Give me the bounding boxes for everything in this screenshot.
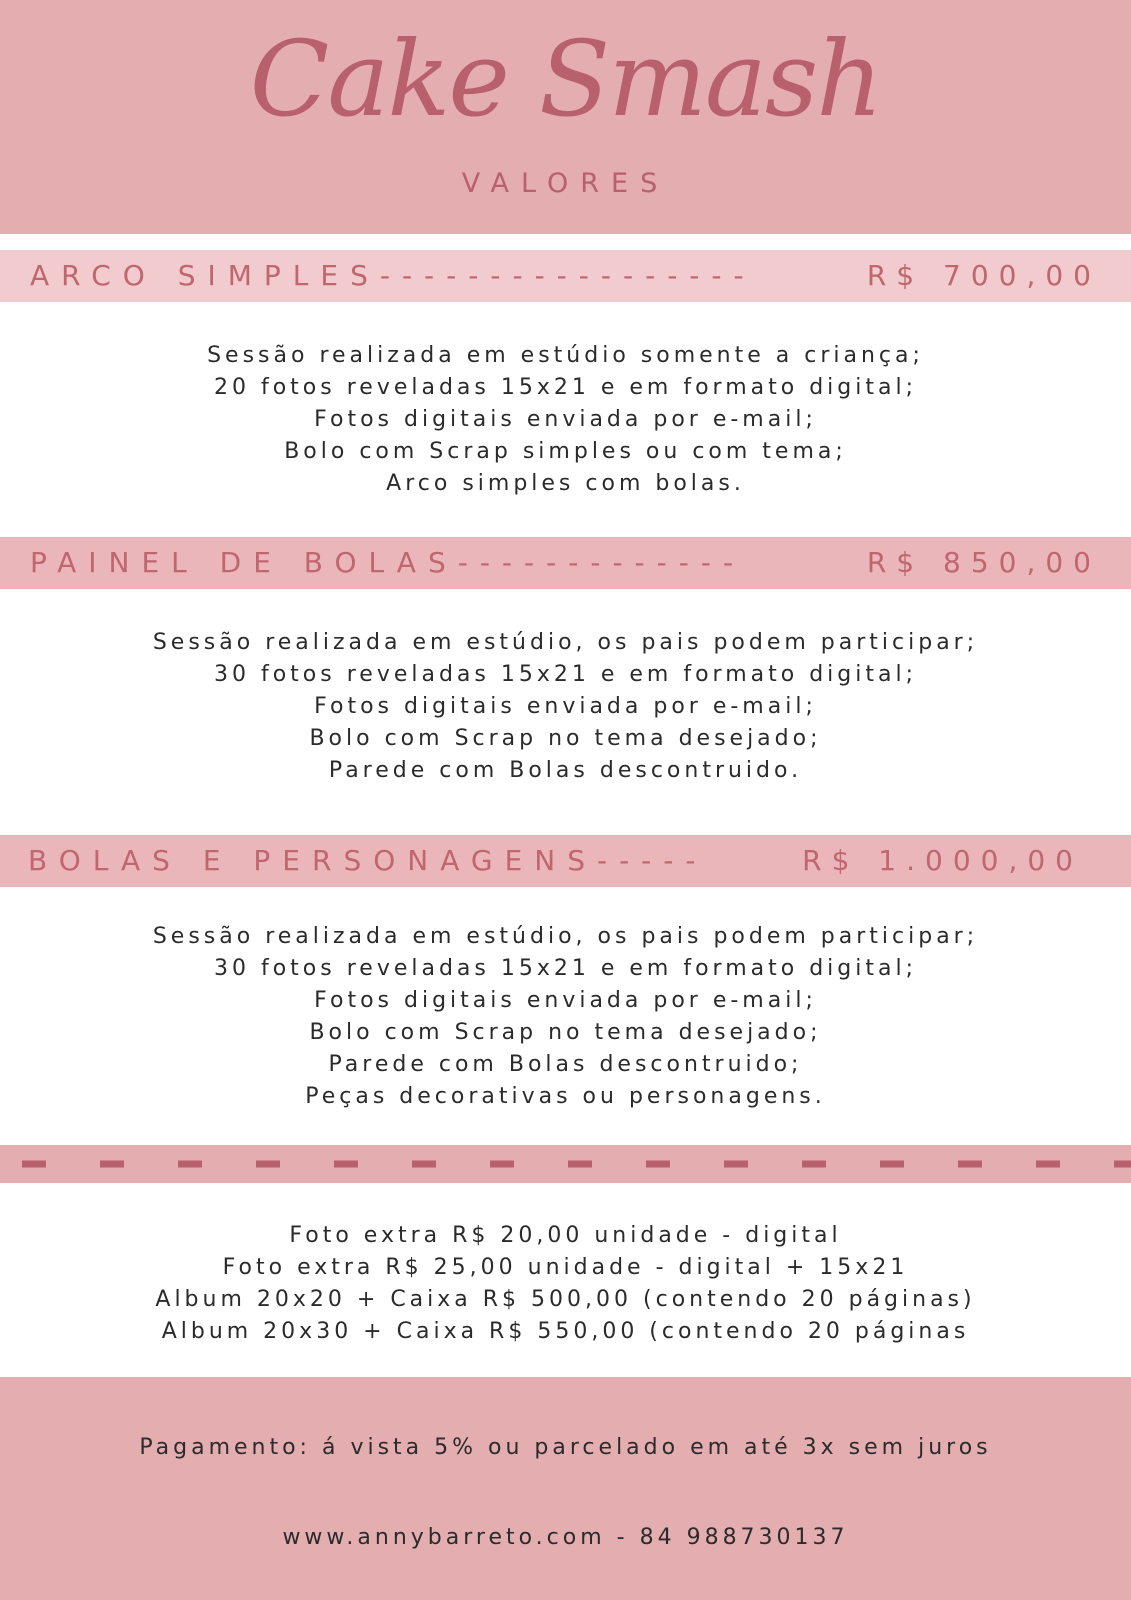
package-item: Parede com Bolas descontruido; bbox=[328, 1052, 803, 1077]
package-name: BOLAS E PERSONAGENS----- bbox=[28, 844, 708, 877]
package-header-bolas-e-personagens bbox=[0, 835, 1131, 887]
package-item: Arco simples com bolas. bbox=[386, 471, 745, 496]
contact-info: www.annybarreto.com - 84 988730137 bbox=[282, 1525, 849, 1550]
package-item: Parede com Bolas descontruido. bbox=[328, 758, 803, 783]
package-item: Sessão realizada em estúdio, os pais podem participar; bbox=[152, 630, 979, 655]
extras-list bbox=[0, 1220, 1131, 1348]
package-item: Sessão realizada em estúdio somente a criança; bbox=[207, 343, 924, 368]
package-name: ARCO SIMPLES----------------- bbox=[30, 259, 756, 292]
package-item: Bolo com Scrap simples ou com tema; bbox=[284, 439, 847, 464]
extras-item: Foto extra R$ 20,00 unidade - digital bbox=[289, 1223, 842, 1248]
page-title: Cake Smash bbox=[249, 18, 882, 140]
package-price: R$ 700,00 bbox=[866, 259, 1101, 292]
package-description-bolas-e-personagens bbox=[0, 921, 1131, 1113]
page-subtitle: VALORES bbox=[461, 168, 670, 199]
package-header-painel-de-bolas bbox=[0, 537, 1131, 589]
package-item: Peças decorativas ou personagens. bbox=[305, 1084, 826, 1109]
package-item: Bolo com Scrap no tema desejado; bbox=[309, 726, 822, 751]
package-item: 30 fotos reveladas 15x21 e em formato digital; bbox=[213, 662, 917, 687]
package-price: R$ 850,00 bbox=[866, 546, 1101, 579]
payment-terms: Pagamento: á vista 5% ou parcelado em até 3x sem juros bbox=[139, 1435, 992, 1460]
package-description-painel-de-bolas bbox=[0, 627, 1131, 787]
extras-item: Album 20x30 + Caixa R$ 550,00 (contendo 20 páginas bbox=[161, 1319, 970, 1344]
dashed-line bbox=[0, 1145, 1131, 1183]
package-item: Fotos digitais enviada por e-mail; bbox=[314, 694, 817, 719]
package-header-arco-simples bbox=[0, 250, 1131, 302]
package-item: 20 fotos reveladas 15x21 e em formato digital; bbox=[213, 375, 917, 400]
package-item: Fotos digitais enviada por e-mail; bbox=[314, 988, 817, 1013]
extras-item: Album 20x20 + Caixa R$ 500,00 (contendo 20 páginas) bbox=[155, 1287, 976, 1312]
package-item: 30 fotos reveladas 15x21 e em formato digital; bbox=[213, 956, 917, 981]
package-item: Bolo com Scrap no tema desejado; bbox=[309, 1020, 822, 1045]
package-description-arco-simples bbox=[0, 340, 1131, 500]
package-item: Fotos digitais enviada por e-mail; bbox=[314, 407, 817, 432]
package-name: PAINEL DE BOLAS------------- bbox=[30, 546, 746, 579]
package-item: Sessão realizada em estúdio, os pais podem participar; bbox=[152, 924, 979, 949]
footer-banner bbox=[0, 1377, 1131, 1600]
extras-item: Foto extra R$ 25,00 unidade - digital + 15x21 bbox=[222, 1255, 909, 1280]
dashed-divider bbox=[0, 1145, 1131, 1183]
package-price: R$ 1.000,00 bbox=[802, 844, 1083, 877]
